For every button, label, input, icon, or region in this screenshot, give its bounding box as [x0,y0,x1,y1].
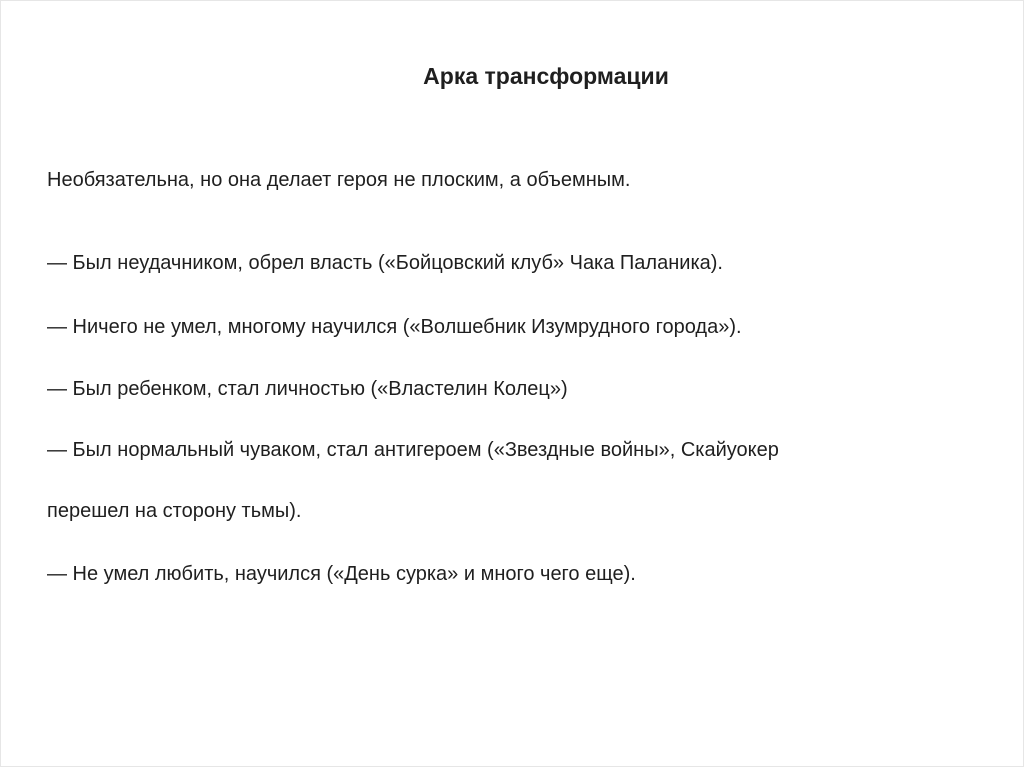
list-item: — Ничего не умел, многому научился («Волшебник Изумрудного города»). [47,316,742,338]
slide-title: Арка трансформации [423,63,669,89]
list-item: — Не умел любить, научился («День сурка» и много чего еще). [47,563,636,585]
list-item: — Был неудачником, обрел власть («Бойцовский клуб» Чака Паланика). [47,252,723,274]
list-item: — Был ребенком, стал личностью («Властелин Колец») [47,378,568,400]
intro-text: Необязательна, но она делает героя не плоским, а объемным. [47,169,631,191]
list-item-continuation: перешел на сторону тьмы). [47,500,302,522]
list-item: — Был нормальный чуваком, стал антигероем («Звездные войны», Скайуокер [47,439,779,461]
